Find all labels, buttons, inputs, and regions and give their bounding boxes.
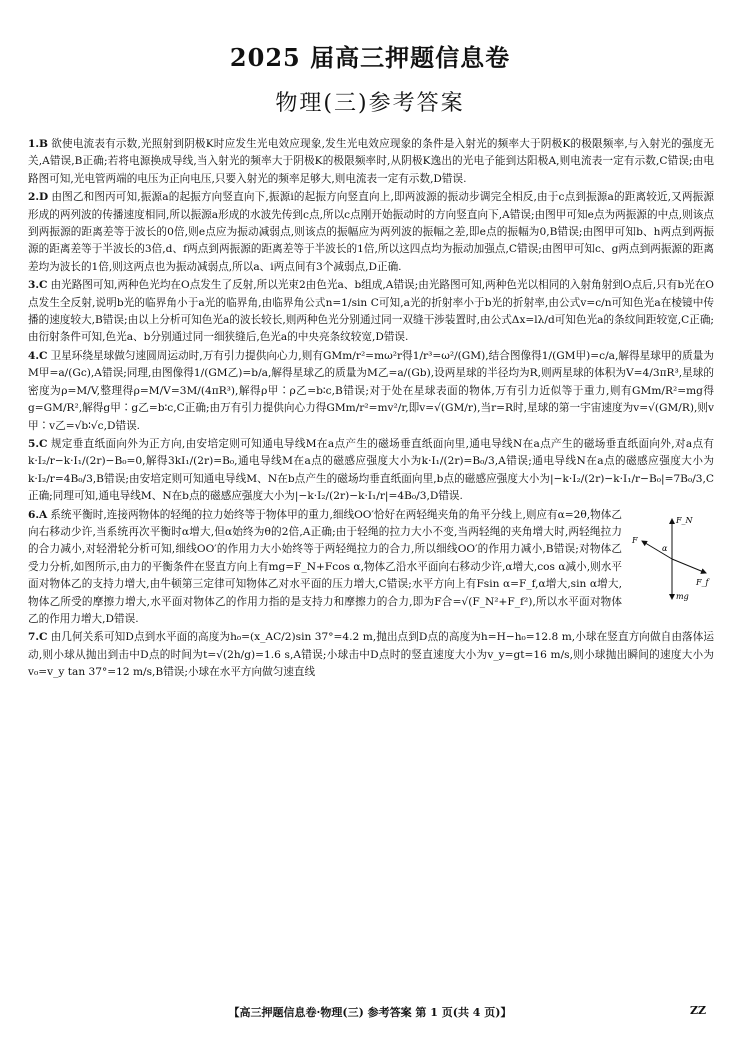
answer-number: 3.C: [28, 279, 48, 292]
answer-number: 6.A: [28, 508, 48, 521]
answer-text: 由光路图可知,两种色光均在O点发生了反射,所以光束2由色光a、b组成,A错误;由光路图可知,两种色光以相同的入射角射到O点后,只有b光在O点发生全反射,说明b光的临界角小于a光的临界角,由临界角公式n=1/sin C可知,a光的折射率小于b光的折射率,由公式v=c/n可知色光a在棱镜中传播的速度较大,B错误;由以上分析可知色光a的波长较长,则两种色光分别通过同一双缝干涉装置时,由公式Δx=lλ/d可知色光a的条纹间距较宽,C正确;由衍射条件可知,色光a、b分别通过同一细狭缝后,色光a的中央亮条纹较宽,D错误.: [28, 279, 714, 344]
page-footer: 【高三押题信息卷·物理(三) 参考答案 第 1 页(共 4 页)】: [228, 1006, 512, 1019]
answer-number: 1.B: [28, 138, 49, 150]
label-friction: F_f: [696, 577, 709, 587]
answer-text: 卫星环绕星球做匀速圆周运动时,万有引力提供向心力,则有GMm/r²=mω²r得1/r³=ω²/(GM),结合图像得1/(GM甲)=c/a,解得星球甲的质量为M甲=a/(Gc),A错误;同理,由图像得1/(GM乙)=b/a,解得星球乙的质量为M乙=a/(Gb),设两星球的半径均为R,则两星球的体积为V=4/3πR³,星球的密度为ρ=M/V,整理得ρ=M/V=3M/(4πR³),解得ρ甲∶ρ乙=b∶c,B错误;对于处在星球表面的物体,万有引力近似等于重力,则有GMm/R²=mg得g=GM/R²,解得g甲∶g乙=b∶c,C正确;由万有引力提供向心力得GMm/r²=mv²/r,即v=√(GM/r),当r=R时,星球的第一宇宙速度为v=√(GM/R),则v甲∶v乙=√b∶√c,D错误.: [28, 349, 714, 432]
page-title: 2025 届高三押题信息卷: [229, 43, 511, 72]
answer-list: [28, 136, 714, 683]
answer-text: 欲使电流表有示数,光照射到阴极K时应发生光电效应现象,发生光电效应现象的条件是入射光的频率大于阴极K的极限频率,与入射光的强度无关,A错误,B正确;若将电源换成导线,当入射光的频率大于阴极K的极限频率时,从阴极K逸出的光电子能到达阳极A,则电流表一定有示数,C错误;由电路图可知,光电管两端的电压为正向电压,只要入射光的频率足够大,则电流表一定有示数,D错误.: [28, 138, 714, 185]
label-gravity: mg: [676, 591, 689, 601]
tension-arrow: [642, 541, 672, 559]
force-diagram: [630, 509, 710, 609]
label-tension: F: [632, 535, 638, 545]
answer-item-2: [28, 189, 714, 276]
answer-number: 2.D: [28, 191, 49, 204]
label-alpha: α: [662, 543, 668, 553]
answer-number: 4.C: [28, 349, 48, 362]
answer-item-6: [28, 507, 714, 629]
answer-number: 5.C: [28, 437, 48, 450]
answer-text: 规定垂直纸面向外为正方向,由安培定则可知通电导线M在a点产生的磁场垂直纸面向里,通电导线N在a点产生的磁场垂直纸面向外,对a点有k·I₂/r−k·I₁/(2r)−B₀=0,解得3kI₁/(2r)=B₀,通电导线M在a点的磁感应强度大小为k·I₁/(2r)=B₀/3,A错误;通电导线N在a点的磁感应强度大小为k·I₂/r=4B₀/3,B错误;由安培定则可知通电导线M、N在b点产生的磁场均垂直纸面向里,b点的磁感应强度大小为|−k·I₂/(2r)−k·I₁/r−B₀|=7B₀/3,C正确;同理可知,通电导线M、N在b点的磁感应强度大小为|−k·I₂/(2r)−k·I₁/r|=4B₀/3,D错误.: [28, 437, 714, 503]
answer-text: 由几何关系可知D点到水平面的高度为h₀=(x_AC/2)sin 37°=4.2 m,抛出点到D点的高度为h=H−h₀=12.8 m,小球在竖直方向做自由落体运动,则小球从抛出到击中D点的时间为t=√(2h/g)=1.6 s,A错误;小球击中D点时的竖直速度大小为v_y=gt=16 m/s,则小球抛出瞬间的速度大小为v₀=v_y tan 37°=12 m/s,B错误;小球在水平方向做匀速直线: [28, 631, 714, 679]
answer-text: 系统平衡时,连接两物体的轻绳的拉力始终等于物体甲的重力,细线OO′恰好在两轻绳夹角的角平分线上,则应有α=2θ,物体乙向右移动少许,当系统再次平衡时α增大,但α始终为θ的2倍,A正确;由于轻绳的拉力大小不变,当两轻绳的夹角增大时,两轻绳拉力的合力减小,对轻滑轮分析可知,细线OO′的作用力大小始终等于两轻绳拉力的合力,所以细线OO′的作用力减小,B错误;对物体乙受力分析,如图所示,由力的平衡条件在竖直方向上有mg=F_N+Fcos α,物体乙沿水平面向右移动少许,α增大,cos α减小,则水平面对物体乙的支持力增大,由牛顿第三定律可知物体乙对水平面的压力增大,C错误;水平方向上有Fsin α=F_f,α增大,sin α增大,物体乙所受的摩擦力增大,水平面对物体乙的作用力指的是支持力和摩擦力的合力,即为F合=√(F_N²+F_f²),所以水平面对物体乙的作用力增大,D错误.: [28, 508, 622, 625]
answer-item-4: [28, 348, 714, 435]
page-subtitle: 物理(三)参考答案: [275, 91, 465, 116]
answer-number: 7.C: [28, 631, 48, 644]
friction-arrow: [672, 559, 706, 573]
answer-item-3: [28, 277, 714, 347]
answer-item-7: [28, 629, 714, 681]
answer-item-5: [28, 436, 714, 506]
label-normal-force: F_N: [676, 515, 693, 525]
answer-text: 由图乙和图丙可知,振源a的起振方向竖直向下,振源i的起振方向竖直向上,即两波源的振动步调完全相反,由于c点到振源a的距离较近,又两振源形成的两列波的传播速度相同,所以振源a形成的水波先传到c点,所以c点刚开始振动时的方向竖直向下,A错误;由图甲可知e点为两振源的中点,则该点到两振源的距离差等于波长的0倍,则e点应为振动减弱点,则该点的振幅应为两列波的振幅之差,即e点的振幅为0,B错误;由图甲可知b、h两点到两振源的距离差等于半波长的3倍,d、f两点到两振源的距离差等于半波长的1倍,所以这四点均为振动加强点,C错误;由图甲可知c、g两点到两振源的距离差均为波长的1倍,则这两点也为振动减弱点,所以a、i两点间有3个减弱点,D正确.: [28, 191, 714, 273]
footer-tag: ZZ: [689, 1004, 706, 1017]
answer-item-1: [28, 136, 714, 188]
